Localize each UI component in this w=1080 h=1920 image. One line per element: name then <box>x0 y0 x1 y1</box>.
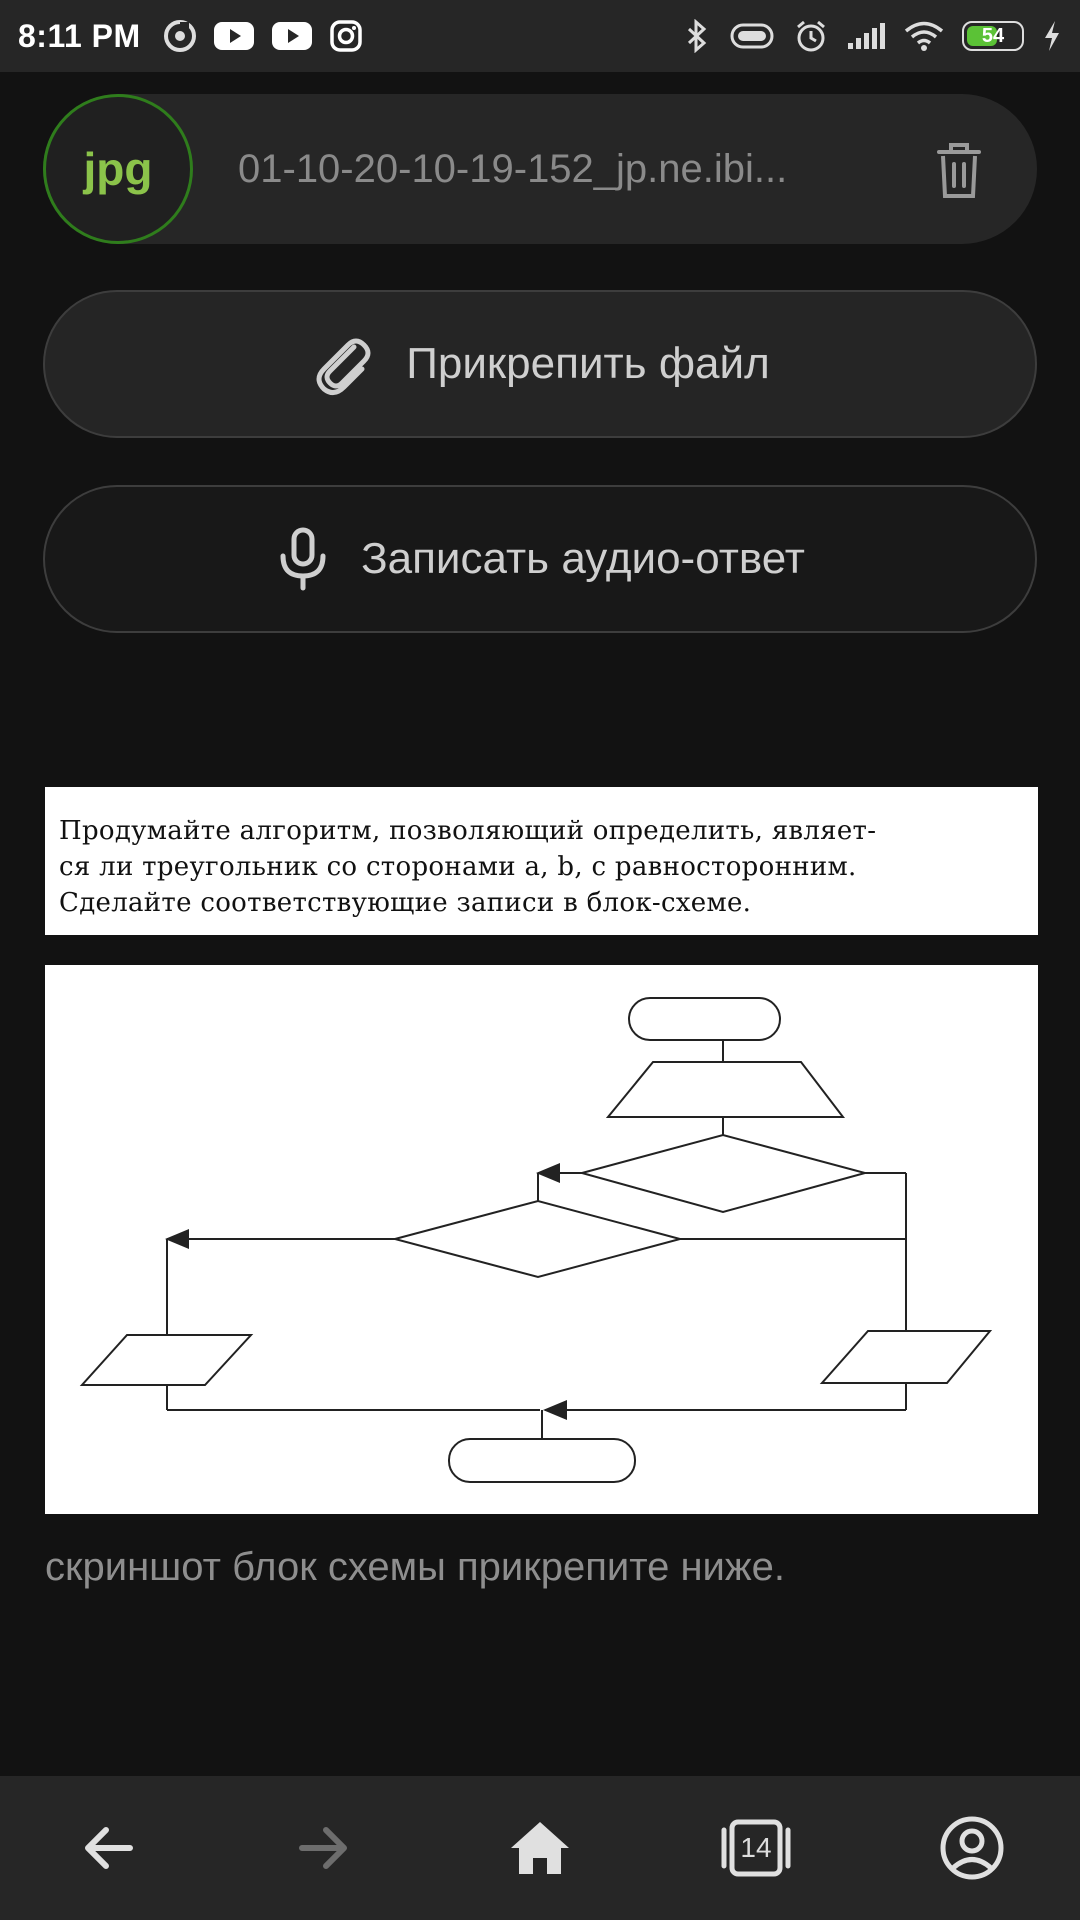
attached-file <box>43 94 1037 244</box>
output-block-right <box>822 1331 990 1383</box>
delete-file-icon[interactable] <box>923 134 995 206</box>
decision-block-1 <box>582 1135 865 1212</box>
notification-icons <box>163 19 363 53</box>
attach-file-label: Прикрепить файл <box>406 339 770 388</box>
battery-icon <box>962 21 1024 51</box>
signal-icon <box>846 21 886 51</box>
paperclip-icon <box>310 331 376 397</box>
decision-block-2 <box>395 1201 680 1277</box>
flowchart-diagram <box>45 965 1038 1514</box>
music-sync-icon <box>163 19 197 53</box>
attach-file-button[interactable] <box>43 290 1037 438</box>
youtube-icon <box>213 21 255 51</box>
tabs-button[interactable] <box>716 1808 796 1888</box>
instagram-icon <box>329 19 363 53</box>
wifi-icon <box>904 20 944 52</box>
task-text-image <box>45 787 1038 935</box>
end-terminal <box>449 1439 635 1482</box>
account-circle-icon <box>939 1815 1005 1881</box>
start-terminal <box>629 998 780 1040</box>
vibrate-icon <box>728 21 776 51</box>
status-bar <box>0 0 1080 72</box>
arrow-left-icon <box>78 1818 138 1878</box>
forward-button[interactable] <box>284 1808 364 1888</box>
task-text-line: Продумайте алгоритм, позволяющий определить, являет- <box>59 816 877 846</box>
microphone-icon <box>275 526 331 592</box>
clock: 8:11 PM <box>18 17 141 54</box>
arrow-right-icon <box>294 1818 354 1878</box>
home-button[interactable] <box>500 1808 580 1888</box>
input-block <box>608 1062 843 1117</box>
back-button[interactable] <box>68 1808 148 1888</box>
tab-count: 14 <box>740 1832 772 1863</box>
record-audio-label: Записать аудио-ответ <box>361 534 805 583</box>
battery-level: 54 <box>981 24 1005 47</box>
task-text-line: Сделайте соответствующие записи в блок-схеме. <box>59 888 752 918</box>
task-caption: скриншот блок схемы прикрепите ниже. <box>45 1545 786 1589</box>
bluetooth-icon <box>684 19 710 53</box>
file-name: 01-10-20-10-19-152_jp.ne.ibi... <box>238 147 788 191</box>
alarm-icon <box>794 19 828 53</box>
flowchart-image <box>45 965 1038 1514</box>
profile-button[interactable] <box>932 1808 1012 1888</box>
output-block-left <box>82 1335 251 1385</box>
bottom-navigation <box>0 1776 1080 1920</box>
home-icon <box>507 1818 573 1878</box>
file-type-label: jpg <box>83 143 153 195</box>
record-audio-button[interactable] <box>43 485 1037 633</box>
system-icons <box>684 19 1062 53</box>
youtube-icon <box>271 21 313 51</box>
charging-icon <box>1042 19 1062 53</box>
task-text-line: ся ли треугольник со сторонами a, b, c равносторонним. <box>59 852 857 882</box>
file-type-badge <box>43 94 193 244</box>
